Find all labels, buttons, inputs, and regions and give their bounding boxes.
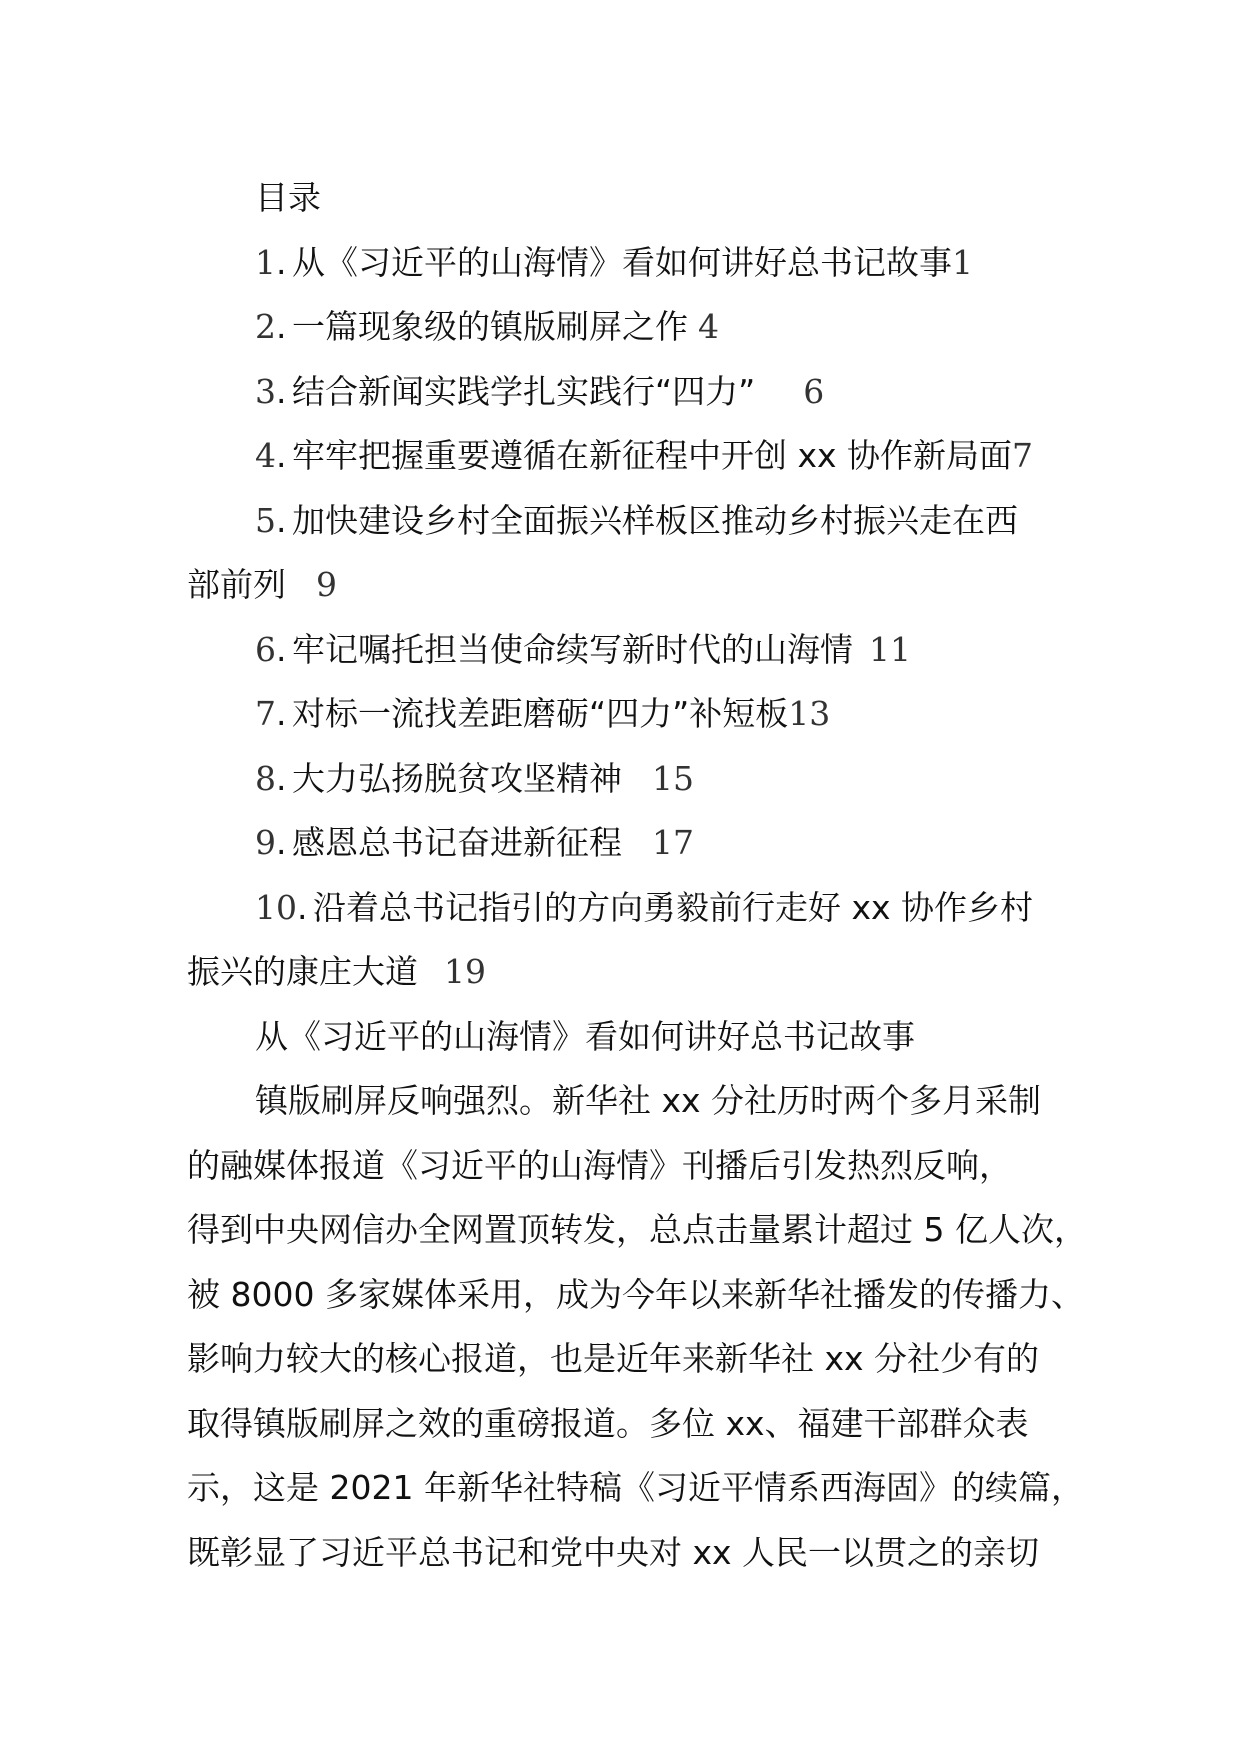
- toc-item-title: 一篇现象级的镇版刷屏之作: [292, 307, 688, 346]
- article-paragraph-line: 的融媒体报道《习近平的山海情》刊播后引发热烈反响，: [187, 1145, 1012, 1185]
- toc-item[interactable]: 4. 牢牢把握重要遵循在新征程中开创 xx 协作新局面7: [255, 436, 1034, 475]
- article-paragraph-line: 被 8000 多家媒体采用，成为今年以来新华社播发的传播力、: [187, 1274, 1084, 1314]
- toc-item-title: 大力弘扬脱贫攻坚精神: [292, 758, 622, 798]
- toc-item[interactable]: 8. 大力弘扬脱贫攻坚精神 15: [255, 758, 694, 798]
- toc-item[interactable]: 3. 结合新闻实践学扎实践行“四力” 6: [255, 371, 825, 411]
- toc-item[interactable]: 10. 沿着总书记指引的方向勇毅前行走好 xx 协作乡村: [255, 887, 1034, 927]
- toc-item-page: 1: [952, 242, 973, 282]
- toc-item-number: 2: [255, 307, 276, 346]
- toc-item[interactable]: 7. 对标一流找差距磨砺“四力”补短板13: [255, 694, 831, 733]
- article-paragraph-line: 取得镇版刷屏之效的重磅报道。多位 xx、福建干部群众表: [187, 1403, 1029, 1443]
- toc-item-title: 加快建设乡村全面振兴样板区推动乡村振兴走在西: [292, 500, 1018, 540]
- toc-item-continuation[interactable]: [187, 553, 1077, 618]
- toc-item-page: 13: [788, 694, 831, 733]
- toc-item-number: 8: [255, 758, 276, 798]
- toc-item-page: 7: [1012, 436, 1034, 475]
- toc-item-page: 9: [316, 565, 337, 604]
- toc-item-number: 6: [255, 629, 276, 669]
- toc-item-page: 15: [652, 758, 694, 798]
- article-heading: 从《习近平的山海情》看如何讲好总书记故事: [255, 1016, 915, 1056]
- toc-item[interactable]: 5. 加快建设乡村全面振兴样板区推动乡村振兴走在西: [255, 500, 1018, 540]
- toc-item-page: 11: [869, 629, 911, 669]
- toc-item-title-continued: 振兴的康庄大道: [187, 952, 418, 991]
- article-paragraph-line: 得到中央网信办全网置顶转发，总点击量累计超过 5 亿人次，: [187, 1210, 1087, 1249]
- toc-item-title: 结合新闻实践学扎实践行“四力”: [292, 371, 756, 411]
- toc-item-title: 沿着总书记指引的方向勇毅前行走好 xx 协作乡村: [313, 887, 1034, 927]
- toc-item[interactable]: 2. 一篇现象级的镇版刷屏之作 4: [255, 307, 719, 346]
- article-paragraph-line: 示，这是 2021 年新华社特稿《习近平情系西海固》的续篇，: [187, 1468, 1084, 1507]
- toc-item-continuation[interactable]: [187, 940, 1077, 1005]
- toc-item-number: 1: [255, 242, 276, 282]
- toc-item-number: 4: [255, 436, 276, 475]
- toc-item-number: 3: [255, 371, 276, 411]
- toc-item-number: 9: [255, 823, 276, 862]
- article-paragraph-line: 镇版刷屏反响强烈。新华社 xx 分社历时两个多月采制: [255, 1081, 1042, 1120]
- toc-title: 目录: [255, 178, 321, 217]
- toc-item[interactable]: 6. 牢记嘱托担当使命续写新时代的山海情 11: [255, 629, 911, 669]
- toc-item-page: 19: [444, 952, 486, 991]
- toc-item-page: 6: [803, 371, 825, 411]
- toc-item[interactable]: 1. 从《习近平的山海情》看如何讲好总书记故事1: [255, 242, 973, 282]
- toc-item-page: 4: [698, 307, 719, 346]
- toc-item-number: 5: [255, 500, 276, 540]
- toc-item-title: 牢牢把握重要遵循在新征程中开创 xx 协作新局面: [292, 436, 1013, 475]
- toc-item-title: 对标一流找差距磨砺“四力”补短板: [292, 694, 789, 733]
- toc-item-number: 7: [255, 694, 276, 733]
- toc-item-title: 牢记嘱托担当使命续写新时代的山海情: [292, 629, 853, 669]
- document-content: [187, 166, 1087, 1585]
- toc-item[interactable]: 9. 感恩总书记奋进新征程 17: [255, 823, 694, 862]
- toc-item-title-continued: 部前列: [187, 565, 286, 604]
- toc-item-page: 17: [652, 823, 694, 862]
- toc-item-title: 感恩总书记奋进新征程: [292, 823, 622, 862]
- toc-item-title: 从《习近平的山海情》看如何讲好总书记故事: [292, 242, 952, 282]
- article-paragraph-line: 既彰显了习近平总书记和党中央对 xx 人民一以贯之的亲切: [187, 1532, 1040, 1572]
- article-paragraph-line: 影响力较大的核心报道，也是近年来新华社 xx 分社少有的: [187, 1339, 1040, 1378]
- toc-item-number: 10: [255, 887, 297, 927]
